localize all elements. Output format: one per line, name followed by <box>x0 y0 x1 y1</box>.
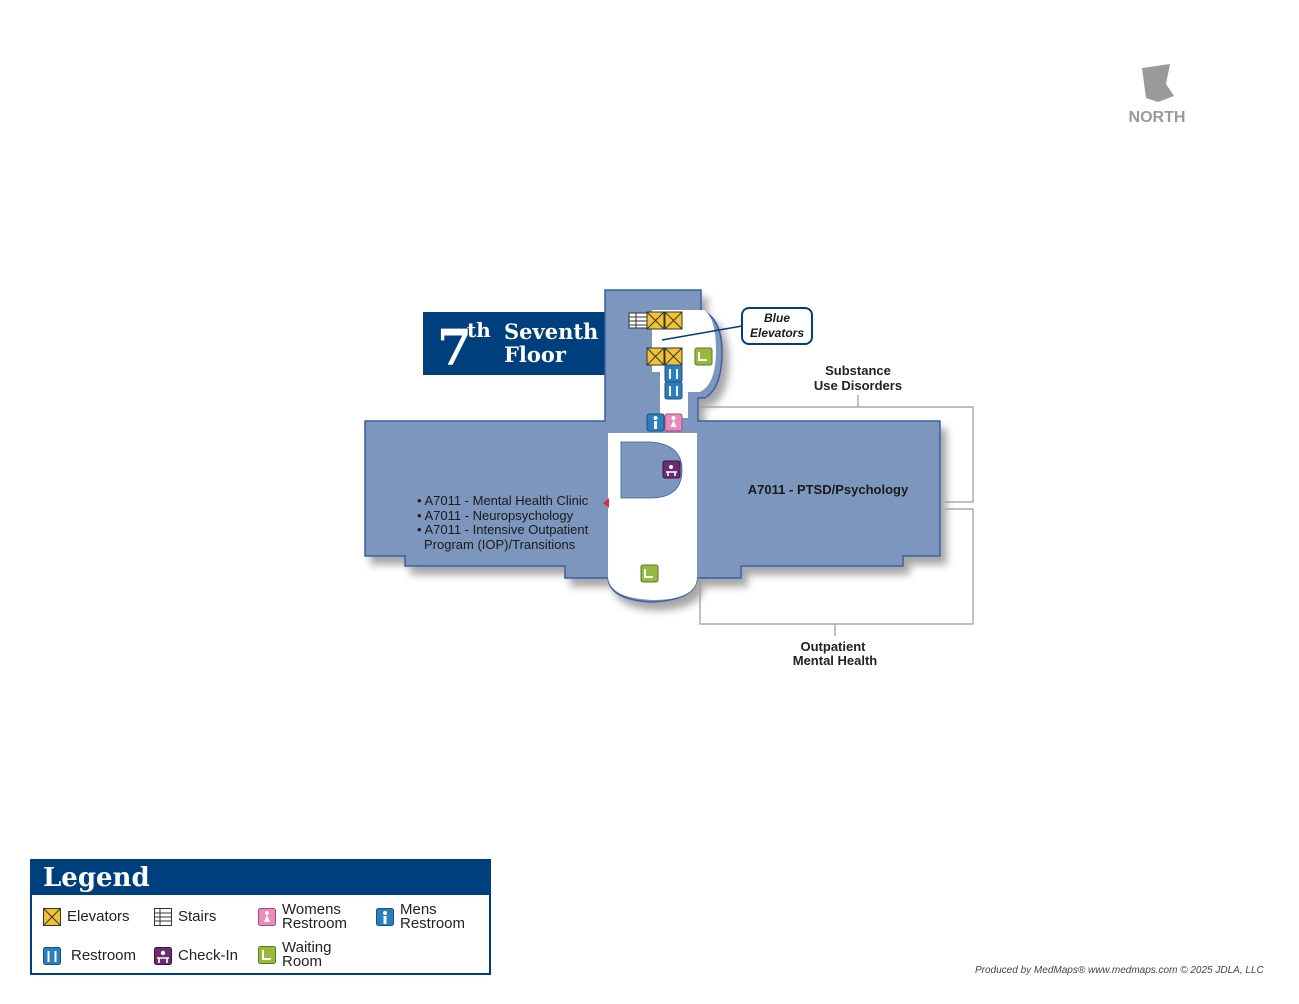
floor-name-line1: Seventh <box>504 319 599 344</box>
north-compass <box>1129 64 1186 126</box>
waiting-room-icon <box>258 946 276 964</box>
mens-restroom-icon <box>647 414 664 431</box>
mens-restroom-icon <box>376 908 394 926</box>
check-in-icon <box>663 461 680 478</box>
waiting-room-icon <box>695 348 712 365</box>
blue-elevators-callout <box>742 308 812 344</box>
floor-name-line2: Floor <box>504 342 566 367</box>
womens-restroom-icon <box>258 908 276 926</box>
legend-item-elevators: Elevators <box>43 908 130 926</box>
floor-banner <box>423 312 605 377</box>
stairs-icon <box>154 908 172 926</box>
outpatient-mh-label: Outpatient <box>800 639 866 654</box>
legend-item-restroom: Restroom <box>43 947 136 965</box>
room-list-west-3: • A7011 - Intensive Outpatient <box>417 522 589 537</box>
womens-restroom-icon <box>665 414 682 431</box>
credit-line: Produced by MedMaps® www.medmaps.com © 2025 JDLA, LLC <box>975 965 1264 976</box>
svg-text:Elevators: Elevators <box>749 326 805 340</box>
legend-title: Legend <box>32 861 489 895</box>
floor-number-suffix: th <box>467 318 491 342</box>
substance-use-label: Substance <box>825 363 891 378</box>
room-list-west-2: • A7011 - Neuropsychology <box>417 508 574 523</box>
waiting-room-icon <box>641 565 658 582</box>
legend-item-womens-restroom: Womens Restroom <box>258 903 347 931</box>
legend-item-stairs: Stairs <box>154 908 216 926</box>
legend-item-mens-restroom: Mens Restroom <box>376 903 465 931</box>
floor-number: 7 <box>437 318 472 377</box>
check-in-icon <box>154 947 172 965</box>
restroom-icon <box>43 947 61 965</box>
north-label: NORTH <box>1128 109 1186 126</box>
legend-item-waiting-room: Waiting Room <box>258 941 331 969</box>
svg-text:Blue: Blue <box>763 311 791 325</box>
restroom-icon <box>665 365 682 399</box>
substance-use-label-2: Use Disorders <box>813 378 903 393</box>
room-list-west-4: Program (IOP)/Transitions <box>424 537 576 552</box>
legend-item-check-in: Check-In <box>154 947 238 965</box>
stairs-icon <box>629 313 647 328</box>
room-label-east: A7011 - PTSD/Psychology <box>747 482 909 497</box>
legend <box>30 859 491 975</box>
outpatient-mh-label-2: Mental Health <box>792 653 878 668</box>
room-list-west-1: • A7011 - Mental Health Clinic <box>417 493 589 508</box>
elevator-icon <box>43 908 61 926</box>
north-arrow-icon <box>1142 64 1174 102</box>
